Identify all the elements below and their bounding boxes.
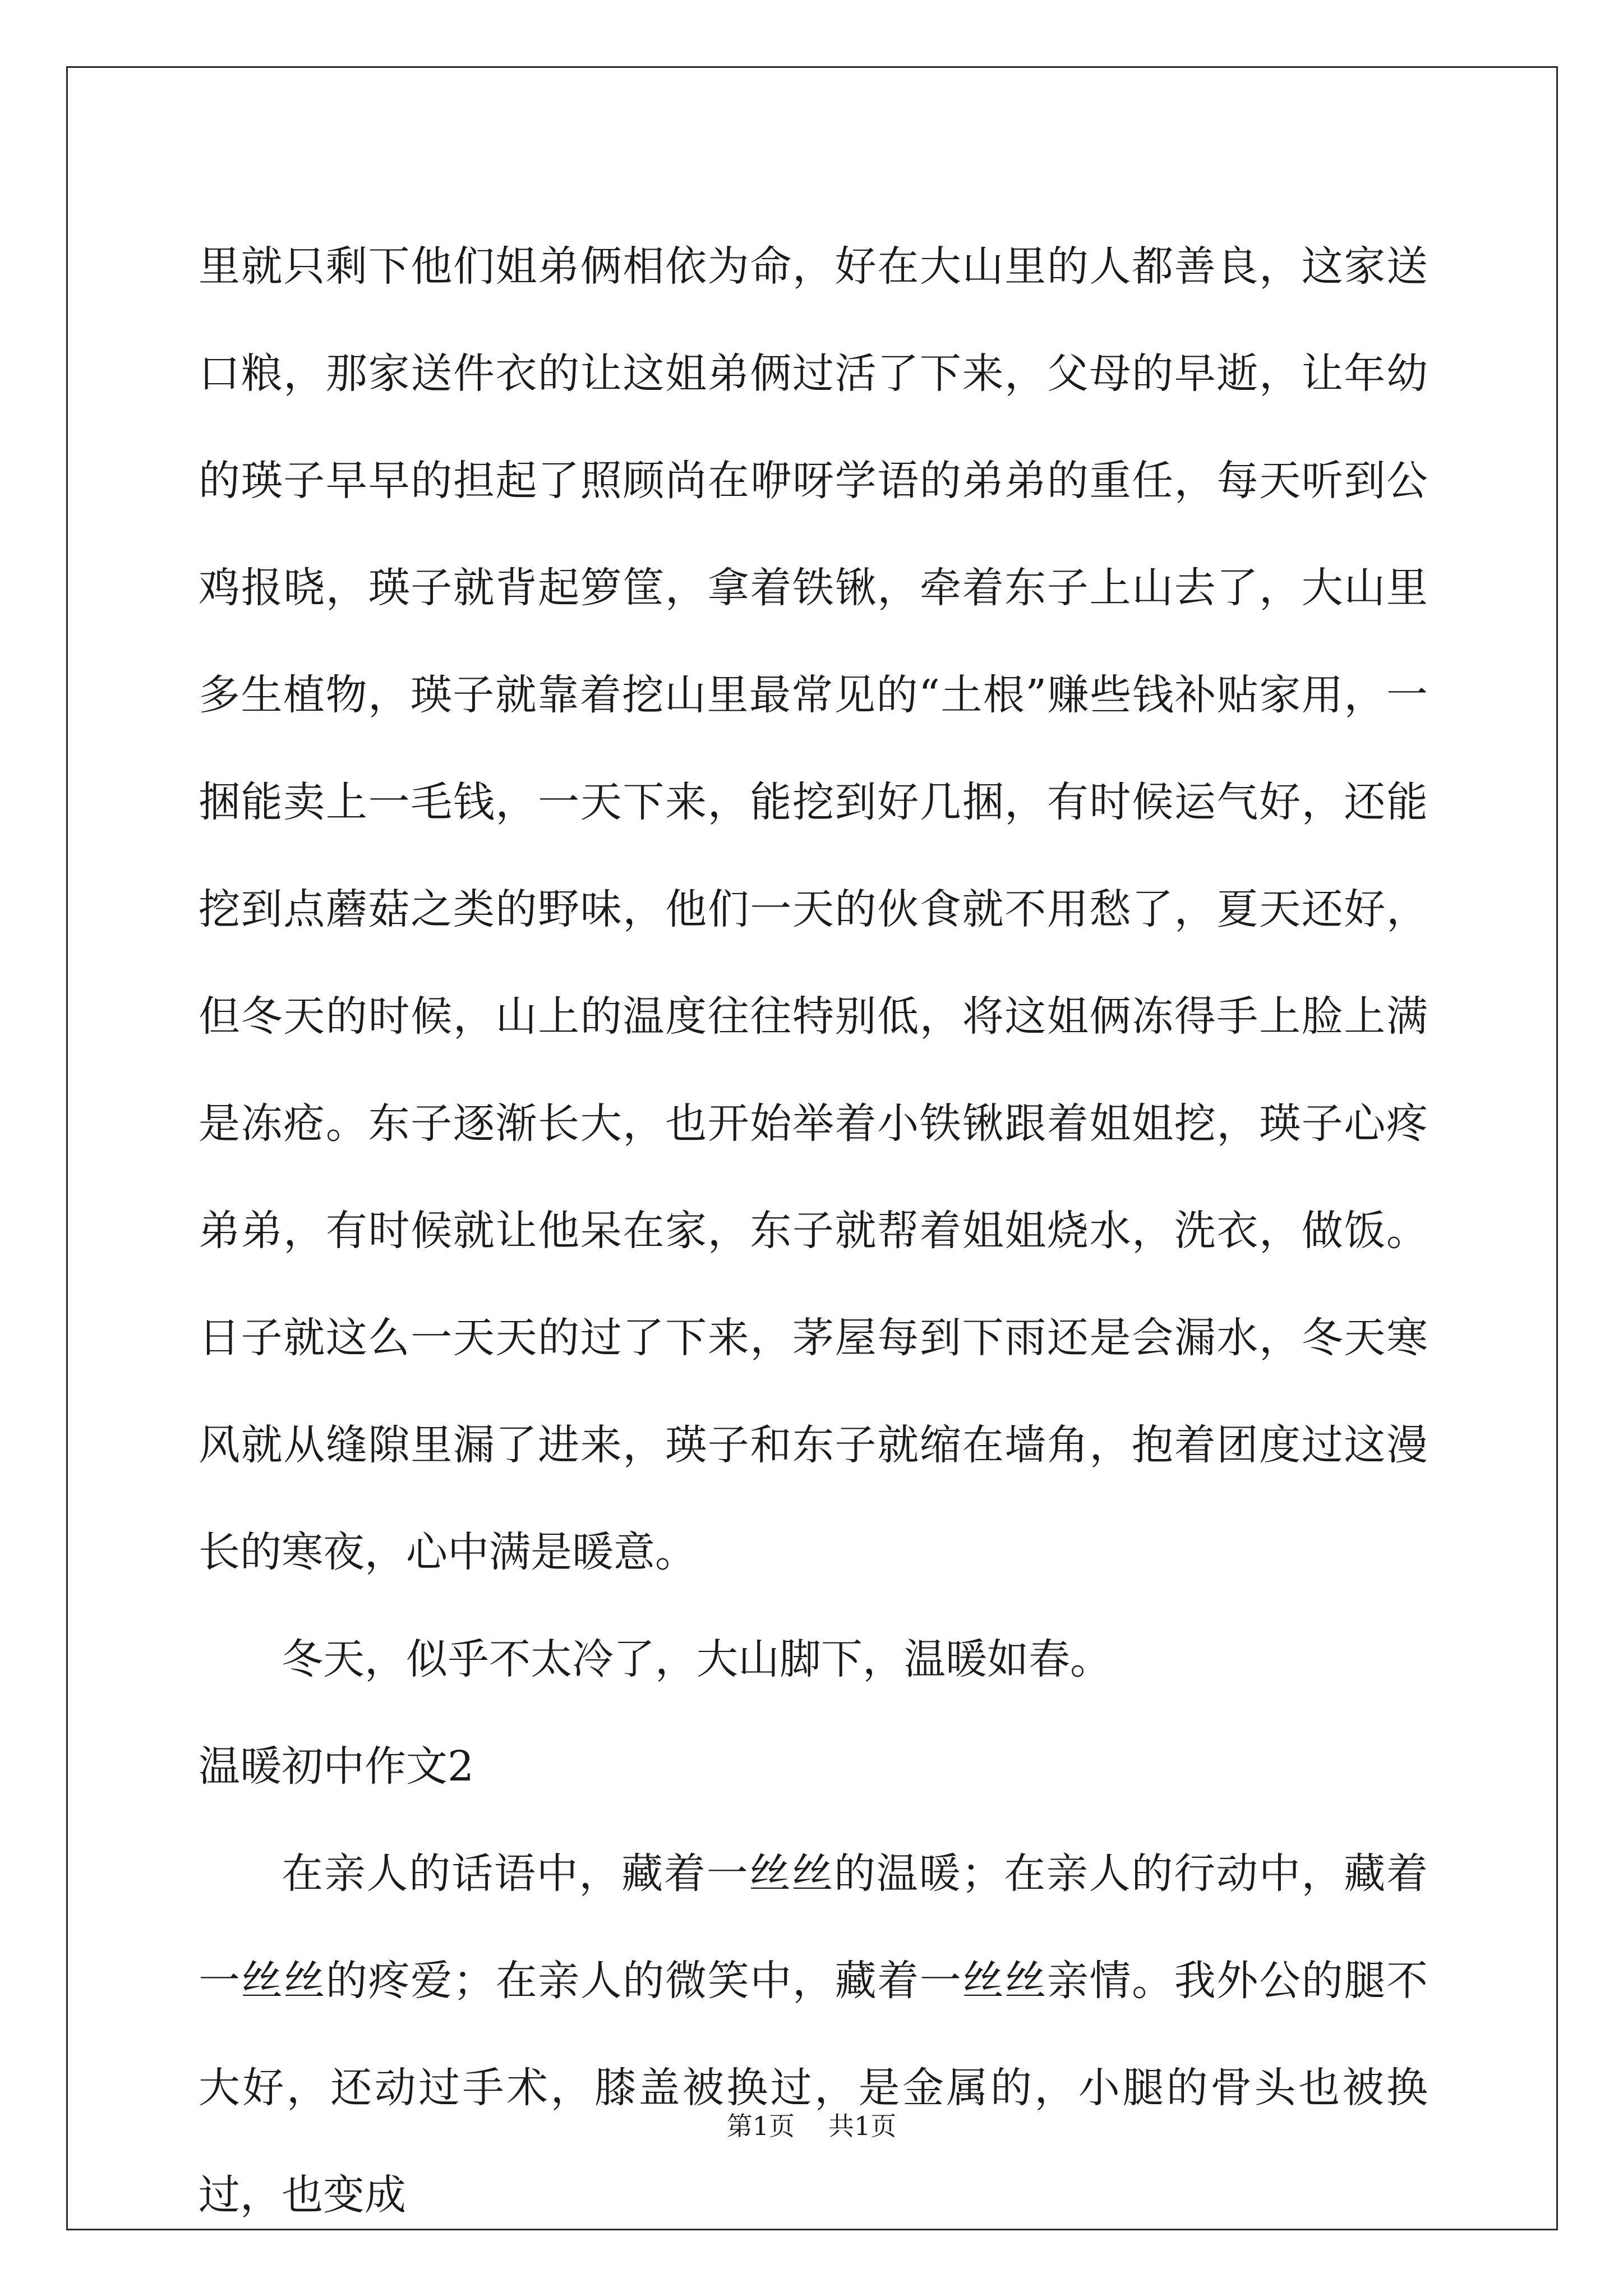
page-number-current: 第1页	[726, 2111, 795, 2141]
section-heading: 温暖初中作文2	[199, 1742, 474, 1791]
paragraph-3: 在亲人的话语中，藏着一丝丝的温暖；在亲人的行动中，藏着一丝丝的疼爱；在亲人的微笑中，藏着一丝丝亲情。我外公的腿不大好，还动过手术，膝盖被换过，是金属的，小腿的骨头也被换过，也变成	[199, 1849, 1428, 2219]
paragraph-2: 冬天，似乎不太冷了，大山脚下，温暖如春。	[282, 1635, 1112, 1683]
page-number-total: 共1页	[828, 2111, 897, 2141]
page-footer	[0, 2109, 1623, 2143]
document-body	[199, 213, 1428, 2249]
paragraph-1: 里就只剩下他们姐弟俩相依为命，好在大山里的人都善良，这家送口粮，那家送件衣的让这姐弟俩过活了下来，父母的早逝，让年幼的瑛子早早的担起了照顾尚在咿呀学语的弟弟的重任，每天听到公鸡报晓，瑛子就背起箩筐，拿着铁锹，牵着东子上山去了，大山里多生植物，瑛子就靠着挖山里最常见的“土根”赚些钱补贴家用，一捆能卖上一毛钱，一天下来，能挖到好几捆，有时候运气好，还能挖到点蘑菇之类的野味，他们一天的伙食就不用愁了，夏天还好，但冬天的时候，山上的温度往往特别低，将这姐俩冻得手上脸上满是冻疮。东子逐渐长大，也开始举着小铁锹跟着姐姐挖，瑛子心疼弟弟，有时候就让他呆在家，东子就帮着姐姐烧水，洗衣，做饭。日子就这么一天天的过了下来，茅屋每到下雨还是会漏水，冬天寒风就从缝隙里漏了进来，瑛子和东子就缩在墙角，抱着团度过这漫长的寒夜，心中满是暖意。	[199, 242, 1428, 1576]
